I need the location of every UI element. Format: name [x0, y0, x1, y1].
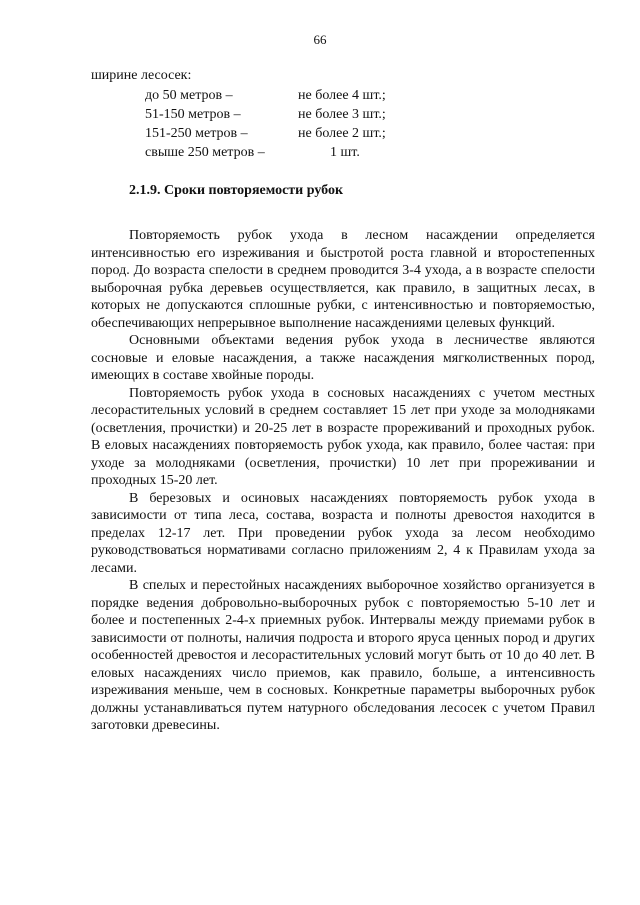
section-title: 2.1.9. Сроки повторяемости рубок — [129, 183, 344, 198]
norm-range: 51-150 метров – — [145, 107, 241, 122]
paragraph: Повторяемость рубок ухода в сосновых насаждениях с учетом местных лесорастительных условий в среднем составляет 15 лет при уходе за молодняками (осветления, прочистки) и 20-25 лет в возрасте прореживаний и проходных рубок. В еловых насаждениях повторяемость рубок ухода, как правило, более частая: при уходе за молодняками (осветления, прочистки) 10 лет при прореживании и проходных 15-20 лет. — [91, 385, 595, 488]
norm-limit: не более 2 шт.; — [298, 126, 386, 141]
norm-row — [145, 124, 475, 143]
page-number: 66 — [313, 32, 327, 47]
norm-row — [145, 105, 475, 124]
paragraph: Повторяемость рубок ухода в лесном насаждении определяется интенсивностью его изреживания и быстротой роста главной и второстепенных пород. До возраста спелости в среднем проводится 3-4 ухода, а в возрасте спелости выборочная рубка деревьев осуществляется, как правило, в защитных лесах, в которых не допускаются сплошные рубки, с интенсивностью и повторяемостью, обеспечивающих непрерывное выполнение насаждениями целевых функций. — [91, 228, 595, 331]
paragraph: Основными объектами ведения рубок ухода в лесничестве являются сосновые и еловые насаждения, а также насаждения мягколиственных пород, имеющих в составе хвойные породы. — [91, 333, 595, 383]
norm-row — [145, 143, 475, 162]
norm-range: 151-250 метров – — [145, 126, 248, 141]
body-text — [91, 227, 595, 735]
paragraph: В березовых и осиновых насаждениях повторяемость рубок ухода в зависимости от типа леса, состава, возраста и полноты древостоя находится в пределах 12-17 лет. При проведении рубок ухода за лесом необходимо руководствоваться нормативами согласно приложениям 2, 4 к Правилам ухода за лесами. — [91, 490, 595, 576]
intro-line: ширине лесосек: — [91, 68, 192, 83]
norm-limit: 1 шт. — [330, 145, 360, 160]
norm-limit: не более 3 шт.; — [298, 107, 386, 122]
norm-range: до 50 метров – — [145, 88, 233, 103]
norm-limit: не более 4 шт.; — [298, 88, 386, 103]
paragraph: В спелых и перестойных насаждениях выборочное хозяйство организуется в порядке ведения добровольно-выборочных рубок с повторяемостью 5-10 лет и более и постепенных 2-4-х приемных рубок. Интервалы между приемами рубок в зависимости от полноты, наличия подроста и второго яруса ценных пород и других особенностей древостоя и лесорастительных условий могут быть от 10 до 40 лет. В еловых насаждениях число приемов, как правило, больше, а интенсивность изреживания меньше, чем в сосновых. Конкретные параметры выборочных рубок должны устанавливаться путем натурного обследования лесосек с учетом Правил заготовки древесины. — [91, 578, 595, 733]
norms-list — [145, 86, 475, 162]
norm-range: свыше 250 метров – — [145, 145, 265, 160]
norm-row — [145, 86, 475, 105]
